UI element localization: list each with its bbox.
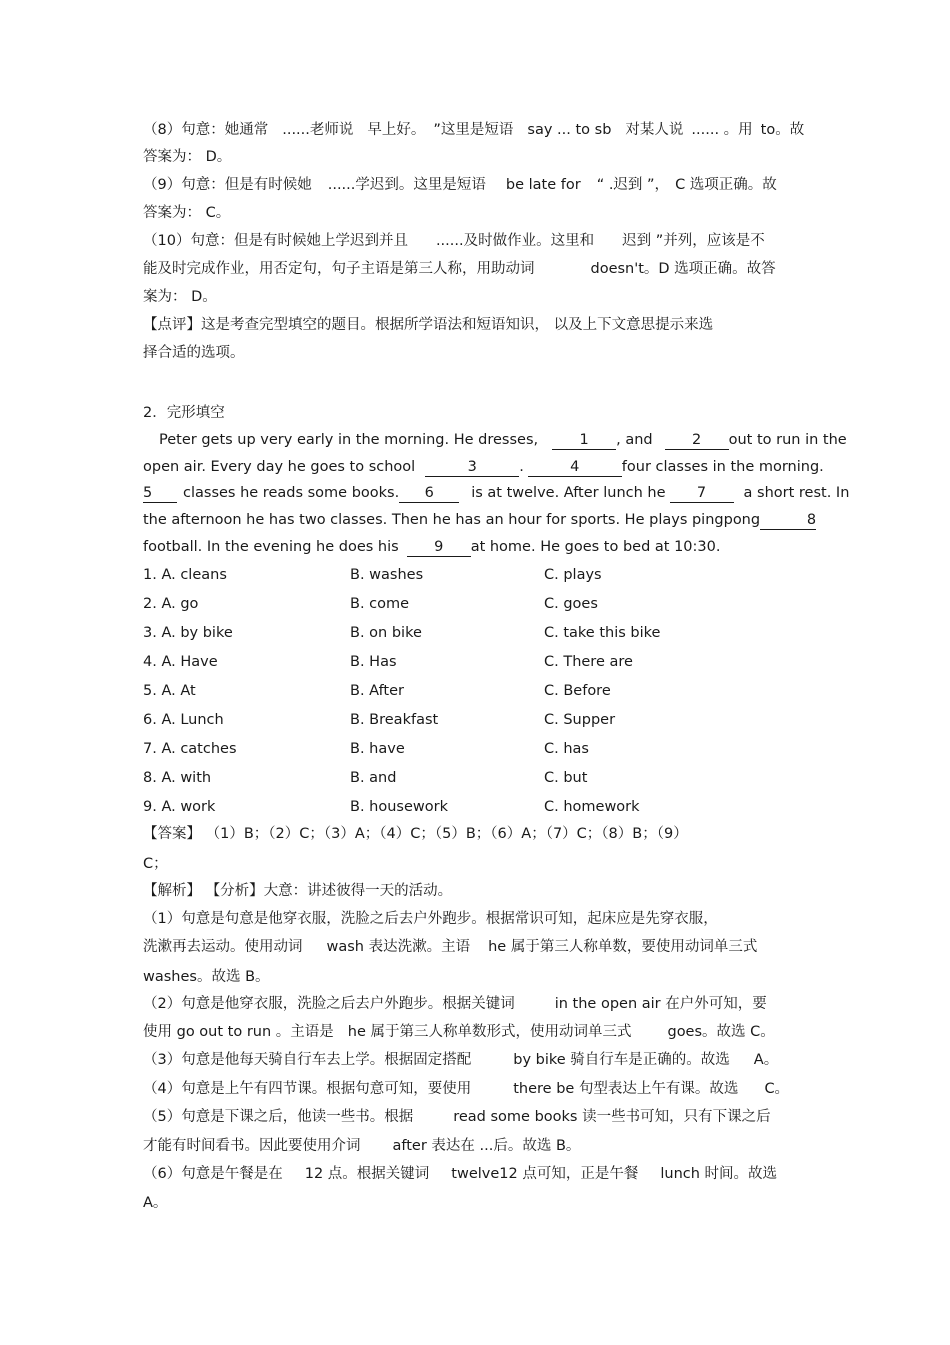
analysis-q9-answer: 答案为： C。 [143, 205, 231, 221]
option-8a: 8. A. with [143, 770, 212, 786]
analysis-6-line2: A。 [143, 1195, 168, 1211]
option-9b: B. housework [350, 799, 448, 815]
blank-5: 5 [143, 485, 177, 503]
comment-line1: 【点评】这是考查完型填空的题目。根据所学语法和短语知识， 以及上下文意思提示来选 [143, 317, 714, 333]
analysis-1-line2: 洗漱再去运动。使用动词 wash 表达洗漱。主语 he 属于第三人称单数，要使用动词单三式 [143, 939, 758, 955]
option-7c: C. has [544, 741, 589, 757]
analysis-1-line1: （1）句意是句意是他穿衣服，洗脸之后去户外跑步。根据常识可知，起床应是先穿衣服， [143, 911, 718, 927]
option-4a: 4. A. Have [143, 654, 218, 670]
blank-6: 6 [399, 485, 459, 503]
option-8c: C. but [544, 770, 588, 786]
blank-1: 1 [552, 432, 616, 450]
passage-line2: open air. Every day he goes to school 3 . 4 four classes in the morning. [143, 459, 824, 475]
analysis-4-line: （4）句意是上午有四节课。根据句意可知，要使用 there be 句型表达上午有课。故选 C。 [143, 1081, 790, 1097]
option-4b: B. Has [350, 654, 397, 670]
option-5c: C. Before [544, 683, 611, 699]
passage-line4: the afternoon he has two classes. Then he has an hour for sports. He plays pingpong 8 [143, 512, 817, 528]
option-9a: 9. A. work [143, 799, 216, 815]
analysis-5-line2: 才能有时间看书。因此要使用介词 after 表达在 ...后。故选 B。 [143, 1138, 581, 1154]
comment-line2: 择合适的选项。 [143, 345, 245, 361]
option-7a: 7. A. catches [143, 741, 237, 757]
analysis-5-line1: （5）句意是下课之后，他读一些书。根据 read some books 读一些书可知，只有下课之后 [143, 1109, 771, 1125]
option-3a: 3. A. by bike [143, 625, 233, 641]
section-heading: 2．完形填空 [143, 405, 225, 421]
analysis-6-line1: （6）句意是午餐是在 12 点。根据关键词 twelve12 点可知，正是午餐 lunch 时间。故选 [143, 1166, 778, 1182]
option-6c: C. Supper [544, 712, 616, 728]
option-5b: B. After [350, 683, 404, 699]
answer-line1: 【答案】 （1）B；（2）C；（3）A；（4）C；（5）B；（6）A；（7）C；（8）B；（9） [143, 826, 688, 842]
option-5a: 5. A. At [143, 683, 196, 699]
option-1a: 1. A. cleans [143, 567, 227, 583]
answer-line2: C； [143, 856, 168, 872]
option-7b: B. have [350, 741, 405, 757]
analysis-q8-line1: （8）句意：她通常 ......老师说 早上好。 ”这里是短语 say ... to sb 对某人说 ...... 。用 to。故 [143, 122, 805, 138]
analysis-2-line2: 使用 go out to run 。主语是 he 属于第三人称单数形式，使用动词单三式 goes。故选 C。 [143, 1024, 775, 1040]
analysis-2-line1: （2）句意是他穿衣服，洗脸之后去户外跑步。根据关键词 in the open air 在户外可知，要 [143, 996, 767, 1012]
option-3b: B. on bike [350, 625, 422, 641]
analysis-intro: 【解析】 【分析】大意：讲述彼得一天的活动。 [143, 883, 453, 899]
option-9c: C. homework [544, 799, 640, 815]
blank-9: 9 [407, 539, 471, 557]
option-2a: 2. A. go [143, 596, 199, 612]
option-8b: B. and [350, 770, 397, 786]
analysis-1-line3: washes。故选 B。 [143, 969, 270, 985]
analysis-q10-line2: 能及时完成作业，用否定句，句子主语是第三人称，用助动词 doesn't。D 选项正确。故答 [143, 261, 776, 277]
passage-line1: Peter gets up very early in the morning. He dresses, 1 , and 2 out to run in the [159, 432, 847, 448]
blank-7: 7 [670, 485, 734, 503]
blank-3: 3 [425, 459, 519, 477]
blank-4: 4 [528, 459, 622, 477]
analysis-q10-line1: （10）句意：但是有时候她上学迟到并且 ......及时做作业。这里和 迟到 ”并列，应该是不 [143, 233, 765, 249]
analysis-q8-answer: 答案为： D。 [143, 149, 232, 165]
option-3c: C. take this bike [544, 625, 661, 641]
option-1b: B. washes [350, 567, 424, 583]
blank-8: 8 [760, 512, 816, 530]
option-2b: B. come [350, 596, 410, 612]
option-6b: B. Breakfast [350, 712, 439, 728]
analysis-q9-line1: （9）句意：但是有时候她 ......学迟到。这里是短语 be late for “ .迟到 ”， C 选项正确。故 [143, 177, 777, 193]
passage-line5: football. In the evening he does his 9 at home. He goes to bed at 10:30. [143, 539, 721, 555]
option-4c: C. There are [544, 654, 633, 670]
option-1c: C. plays [544, 567, 602, 583]
analysis-3-line: （3）句意是他每天骑自行车去上学。根据固定搭配 by bike 骑自行车是正确的。故选 A。 [143, 1052, 779, 1068]
passage-line3: 5 classes he reads some books. 6 is at twelve. After lunch he 7 a short rest. In [143, 485, 850, 501]
analysis-q10-answer: 案为： D。 [143, 289, 217, 305]
option-6a: 6. A. Lunch [143, 712, 224, 728]
blank-2: 2 [665, 432, 729, 450]
option-2c: C. goes [544, 596, 598, 612]
